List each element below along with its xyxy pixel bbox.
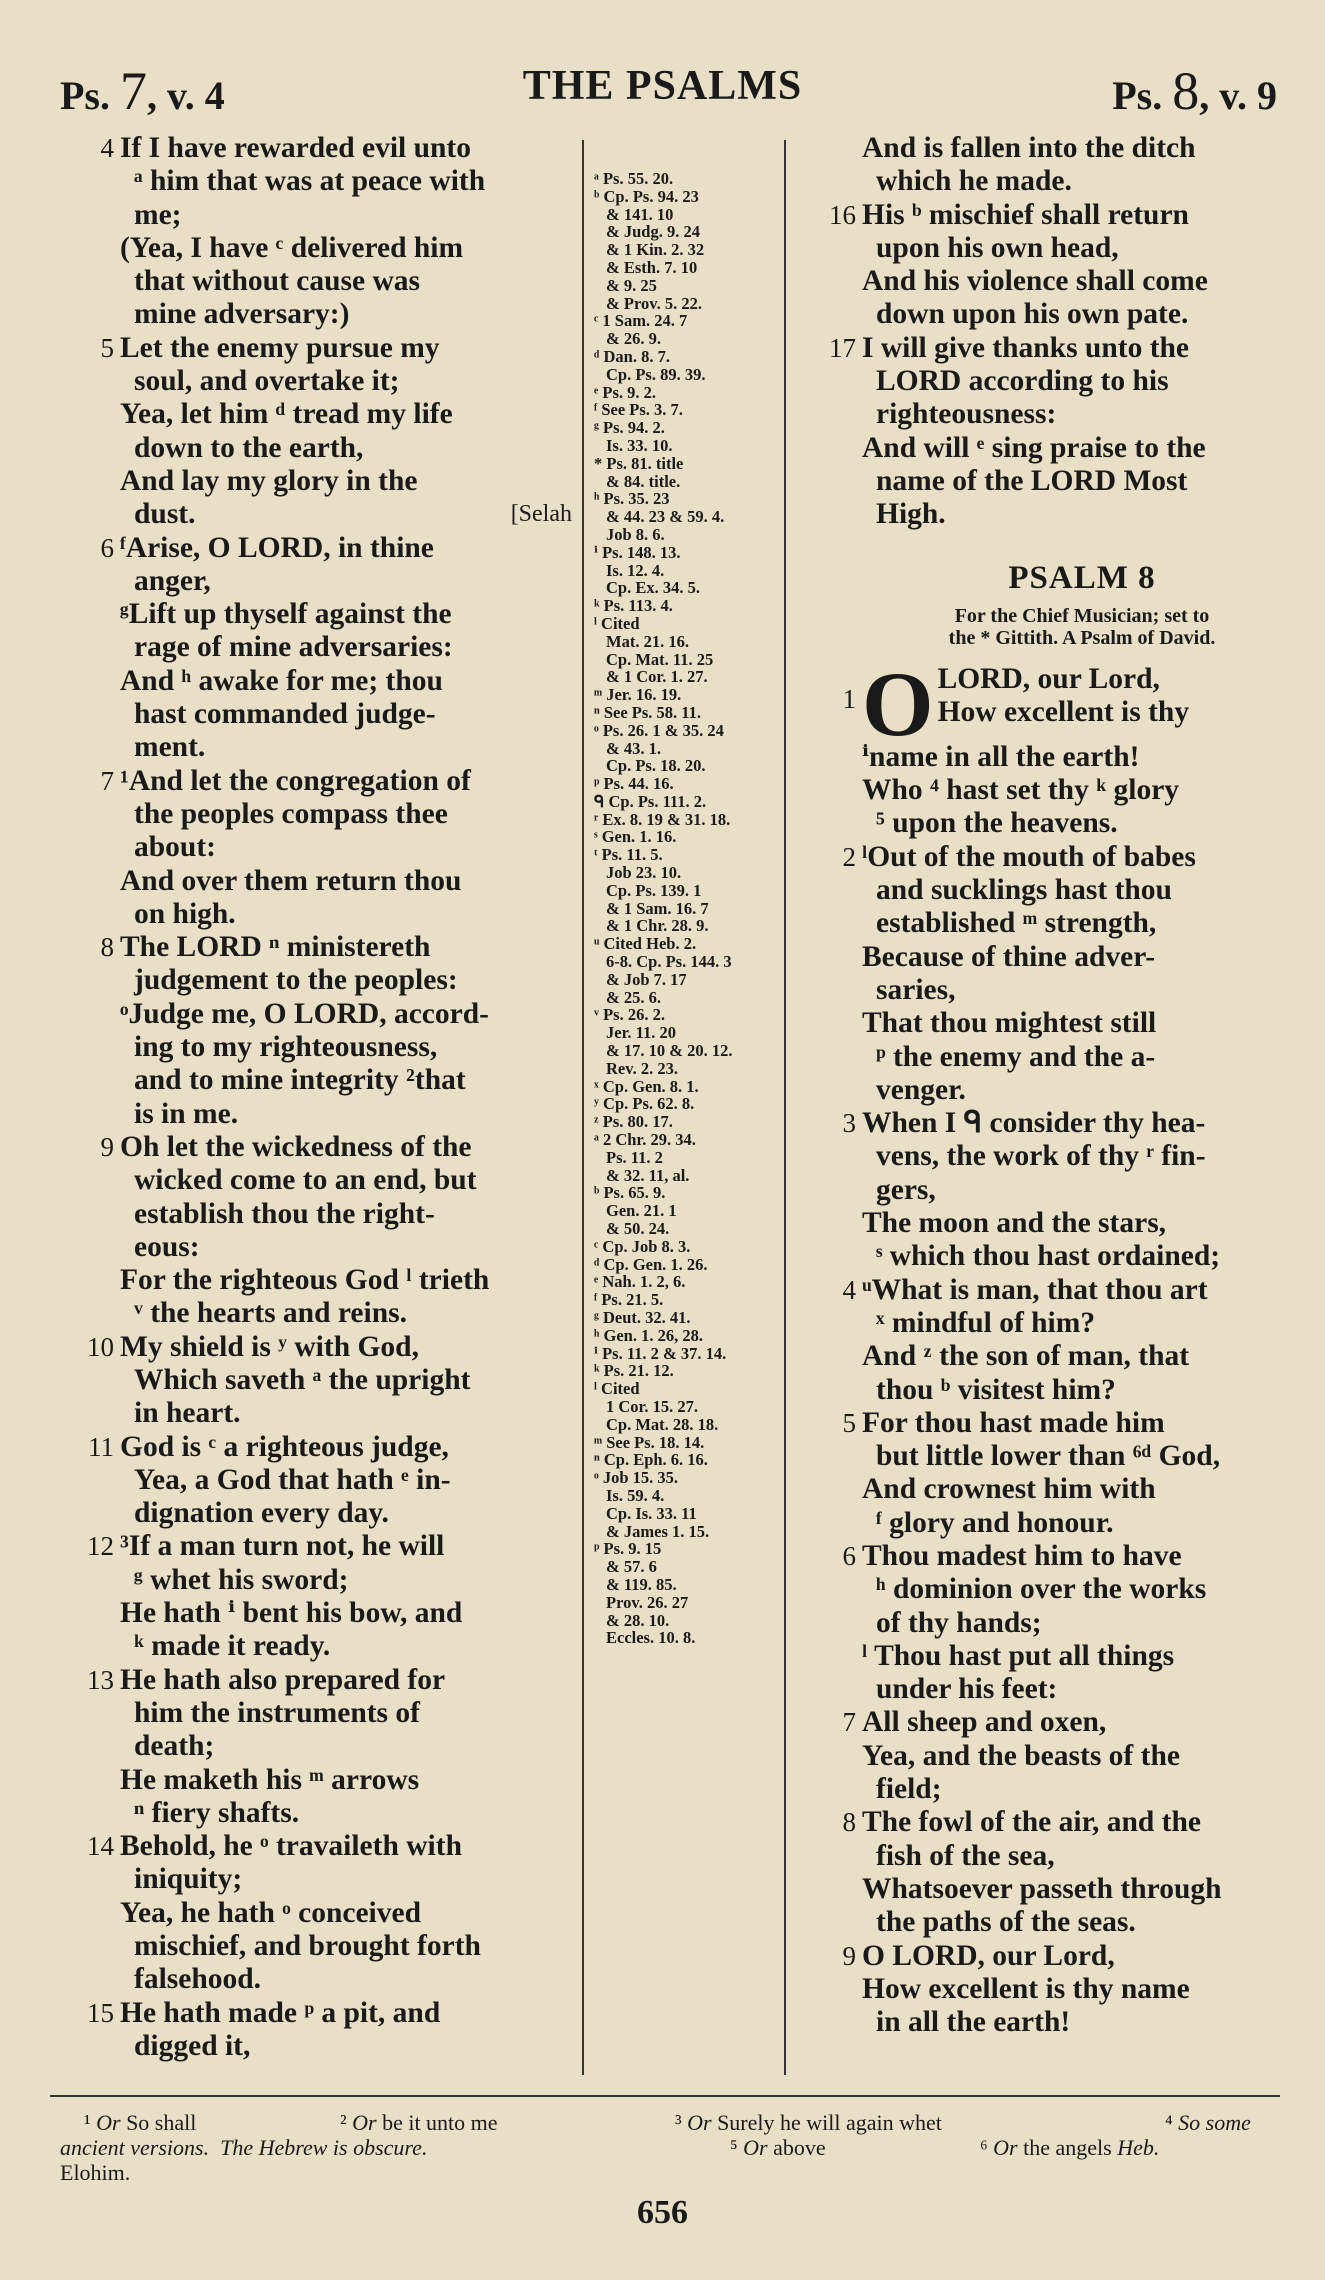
reference-line: ⁱ Ps. 148. 13.	[594, 542, 681, 562]
verse-block	[100, 331, 572, 399]
left-text-column	[87, 132, 572, 2063]
verse-line: mine adversary:)	[134, 298, 350, 331]
verse-line: judgement to the peoples:	[134, 964, 458, 997]
verse-line: He hath made ᵖ a pit, and	[120, 1996, 441, 2029]
reference-line: & 25. 6.	[606, 987, 661, 1007]
verse-line: ᵖ the enemy and the a-	[876, 1040, 1156, 1073]
verse-line: When I ᑫ consider thy hea-	[862, 1107, 1206, 1140]
verse-line: vens, the work of thy ʳ fin-	[876, 1140, 1206, 1173]
verse-block	[87, 1663, 572, 1764]
reference-line: & Esth. 7. 10	[606, 257, 698, 277]
footnote-5: ⁵ Or above	[730, 2135, 826, 2160]
reference-line: & 50. 24.	[606, 1219, 670, 1239]
verse-line: I will give thanks unto the	[862, 331, 1190, 364]
verse-line: O LORD, our Lord,	[862, 1939, 1115, 1972]
verse-line: And ᶻ the son of man, that	[862, 1340, 1190, 1373]
reference-line: ˢ Gen. 1. 16.	[594, 827, 677, 847]
verse-block	[120, 598, 572, 665]
verse-line: And over them return thou	[120, 864, 462, 897]
reference-line: ᵒ Ps. 26. 1 & 35. 24	[594, 720, 724, 740]
verse-line: Who ⁴ hast set thy ᵏ glory	[862, 774, 1180, 807]
footnote-2: ² Or be it unto me	[340, 2110, 498, 2135]
reference-line: * Ps. 81. title	[594, 453, 684, 473]
reference-line: ᶜ 1 Sam. 24. 7	[594, 311, 688, 331]
verse-line: The moon and the stars,	[862, 1207, 1167, 1240]
verse-line-with-selah	[120, 498, 572, 531]
verse-line: which he made.	[876, 165, 1072, 198]
verse-number: 9	[842, 1940, 856, 1971]
verse-block	[842, 1806, 1302, 1873]
verse-line: gers,	[876, 1173, 936, 1206]
verse-line: ʰ dominion over the works	[876, 1573, 1207, 1606]
reference-line: ᵈ Dan. 8. 7.	[594, 346, 670, 366]
reference-line: ˡ Cited	[594, 613, 640, 633]
verse-line: Oh let the wickedness of the	[120, 1130, 472, 1163]
reference-line: & Job 7. 17	[606, 969, 687, 989]
verse-block	[87, 1830, 572, 1897]
verse-line: righteousness:	[876, 398, 1057, 431]
reference-line: ⁿ See Ps. 58. 11.	[594, 702, 702, 722]
reference-line: ᶠ Ps. 21. 5.	[594, 1290, 664, 1310]
verse-line: And will ᵉ sing praise to the	[862, 431, 1206, 464]
verse-line: Yea, let him ᵈ tread my life	[120, 398, 453, 431]
reference-line: & Prov. 5. 22.	[606, 293, 702, 313]
book-title: THE PSALMS	[522, 63, 803, 109]
footnote-row-1	[60, 2110, 1280, 2135]
reference-line: Cp. Is. 33. 11	[606, 1503, 697, 1523]
verse-block	[120, 665, 572, 765]
verse-number: 4	[842, 1274, 856, 1305]
reference-line: Cp. Ps. 89. 39.	[606, 364, 706, 384]
reference-line: ʰ Ps. 35. 23	[594, 489, 670, 509]
verse-line: ¹And let the congregation of	[120, 764, 471, 797]
footnote-6: ⁶ Or the angels Heb.	[980, 2135, 1160, 2160]
verse-line: Thou madest him to have	[862, 1539, 1182, 1572]
reference-line: ᵖ Ps. 9. 15	[594, 1539, 662, 1559]
reference-line: Is. 12. 4.	[606, 560, 665, 580]
verse-line: ˡOut of the mouth of babes	[862, 840, 1196, 873]
verse-block	[842, 1539, 1302, 1640]
verse-line: under his feet:	[876, 1673, 1058, 1706]
reference-line: & 84. title.	[606, 471, 681, 491]
reference-line: Cp. Mat. 11. 25	[606, 649, 714, 669]
verse-line: Yea, he hath ᵒ conceived	[120, 1896, 421, 1929]
superscription-line-2: the * Gittith. A Psalm of David.	[948, 626, 1216, 649]
column-rule-left	[582, 140, 584, 2075]
head-right-suffix: , v. 9	[1199, 73, 1277, 118]
reference-line: ˡ Cited	[594, 1379, 640, 1399]
verse-block	[829, 331, 1302, 432]
cross-references	[594, 170, 784, 1647]
verse-number: 7	[842, 1707, 856, 1738]
verse-number: 7	[100, 765, 114, 796]
verse-line: (Yea, I have ᶜ delivered him	[120, 231, 464, 264]
verse-line: digged it,	[134, 2029, 251, 2062]
verse-number: 10	[87, 1331, 114, 1362]
verse-block	[120, 1764, 572, 1831]
verse-number: 9	[100, 1131, 114, 1162]
reference-line: & 1 Kin. 2. 32	[606, 240, 705, 260]
verse-line: High.	[876, 498, 946, 531]
reference-line: & 32. 11, al.	[606, 1165, 690, 1185]
footnote-3: ³ Or Surely he will again whet	[675, 2110, 942, 2135]
reference-line: ᵍ Ps. 94. 2.	[594, 418, 665, 438]
verse-block	[862, 432, 1302, 532]
footnote-4-cont: ancient versions. The Hebrew is obscure.	[60, 2135, 428, 2160]
reference-line: ᵇ Ps. 65. 9.	[594, 1183, 666, 1203]
reference-line: ᵏ Ps. 113. 4.	[594, 596, 673, 616]
reference-line: 6-8. Cp. Ps. 144. 3	[606, 952, 732, 972]
verse-line: death;	[134, 1730, 215, 1763]
verse-block	[842, 840, 1302, 941]
verse-line: mischief, and brought forth	[134, 1930, 481, 1963]
reference-line: ʸ Cp. Ps. 62. 8.	[594, 1094, 695, 1114]
head-left-prefix: Ps.	[60, 73, 110, 118]
reference-line: ᵒ Job 15. 35.	[594, 1468, 679, 1488]
verse-block	[862, 1973, 1302, 2040]
head-right-prefix: Ps.	[1112, 73, 1163, 118]
verse-line: If I have rewarded evil unto	[120, 132, 471, 164]
verse-line: ⁿ fiery shafts.	[134, 1796, 300, 1829]
verse-line: dignation every day.	[134, 1497, 389, 1530]
reference-line: & 1 Cor. 1. 27.	[606, 667, 708, 687]
reference-line: ʰ Gen. 1. 26, 28.	[594, 1325, 703, 1345]
verse-line: How excellent is thy	[937, 696, 1190, 729]
verse-block	[862, 1207, 1302, 1274]
verse-line: Which saveth ᵃ the upright	[134, 1363, 471, 1396]
verse-line: And his violence shall come	[862, 265, 1208, 298]
reference-line: & 44. 23 & 59. 4.	[606, 507, 725, 527]
verse-line: venger.	[876, 1073, 966, 1106]
verse-number: 12	[87, 1531, 114, 1562]
verse-block	[829, 198, 1302, 266]
verse-number: 2	[842, 841, 856, 872]
verse-line: ment.	[134, 731, 206, 764]
verse-block	[862, 1873, 1302, 1940]
verse-number: 4	[100, 133, 114, 163]
verse-line: ᵘWhat is man, that thou art	[862, 1273, 1208, 1306]
drop-cap: O	[862, 652, 934, 755]
verse-line: ᶠArise, O LORD, in thine	[120, 531, 434, 564]
verse-block	[862, 1340, 1302, 1407]
verse-block	[842, 1107, 1302, 1207]
reference-line: Is. 59. 4.	[606, 1485, 665, 1505]
verse-line: Behold, he ᵒ travaileth with	[120, 1830, 462, 1863]
reference-line: Prov. 26. 27	[606, 1592, 689, 1612]
verse-number: 5	[842, 1407, 856, 1438]
verse-line: him the instruments of	[134, 1696, 420, 1729]
verse-block	[862, 941, 1302, 1008]
verse-line: and sucklings hast thou	[876, 874, 1172, 907]
reference-line: ⁿ Cp. Eph. 6. 16.	[594, 1450, 708, 1470]
verse-line: ᵃ him that was at peace with	[134, 165, 486, 198]
verse-block	[87, 1996, 572, 2064]
verse-line: Whatsoever passeth through	[862, 1872, 1222, 1905]
reference-line: Mat. 21. 16.	[606, 631, 689, 651]
right-text-column	[829, 132, 1302, 2039]
verse-line: upon his own head,	[876, 231, 1119, 264]
reference-line: Eccles. 10. 8.	[606, 1628, 696, 1648]
verse-line: ing to my righteousness,	[134, 1031, 438, 1064]
verse-line: ⁱname in all the earth!	[862, 740, 1140, 773]
reference-line: ᵈ Cp. Gen. 1. 26.	[594, 1254, 708, 1274]
verse-block	[120, 465, 572, 532]
verse-block	[100, 931, 572, 998]
reference-line: ᑫ Cp. Ps. 111. 2.	[594, 791, 707, 811]
reference-line: Job 23. 10.	[606, 863, 682, 883]
verse-line: My shield is ʸ with God,	[120, 1330, 419, 1363]
verse-line: thou ᵇ visitest him?	[876, 1373, 1116, 1406]
footnotes	[60, 2110, 1280, 2185]
verse-line: ᵍ whet his sword;	[134, 1563, 349, 1596]
reference-line: & 9. 25	[606, 275, 657, 295]
footnote-row-2	[60, 2135, 1280, 2160]
reference-line: ʳ Ex. 8. 19 & 31. 18.	[594, 809, 731, 829]
verse-line: For the righteous God ˡ trieth	[120, 1264, 490, 1297]
verse-block	[862, 1640, 1302, 1707]
verse-line: ˡ Thou hast put all things	[862, 1639, 1175, 1672]
verse-line: He hath also prepared for	[120, 1663, 446, 1696]
verse-block	[120, 1264, 572, 1331]
verse-line: ᵒJudge me, O LORD, accord-	[120, 997, 489, 1030]
verse-line: fish of the sea,	[876, 1839, 1055, 1872]
verse-block	[100, 1130, 572, 1264]
reference-line: Rev. 2. 23.	[606, 1058, 678, 1078]
verse-line: ᵍLift up thyself against the	[120, 598, 452, 631]
verse-line: God is ᶜ a righteous judge,	[120, 1430, 449, 1463]
verse-line: about:	[134, 831, 216, 864]
reference-line: ᵃ Ps. 55. 20.	[594, 169, 674, 188]
reference-line: ᵛ Ps. 26. 2.	[594, 1005, 665, 1025]
verse-block	[100, 764, 572, 865]
reference-line: Cp. Ps. 139. 1	[606, 880, 702, 900]
verse-number: 1	[842, 683, 856, 714]
verse-number: 14	[87, 1831, 114, 1862]
reference-line: ᶜ Cp. Job 8. 3.	[594, 1236, 691, 1256]
reference-line: 1 Cor. 15. 27.	[606, 1396, 698, 1416]
verse-line: and to mine integrity ²that	[134, 1064, 466, 1097]
verse-line: And lay my glory in the	[120, 464, 418, 497]
verse-line: His ᵇ mischief shall return	[862, 198, 1189, 231]
verse-line: How excellent is thy name	[862, 1972, 1190, 2005]
verse-line: All sheep and oxen,	[862, 1706, 1107, 1739]
verse-block	[100, 531, 572, 599]
psalm-heading: PSALM 8	[1008, 559, 1156, 596]
reference-line: Cp. Ex. 34. 5.	[606, 578, 700, 598]
verse-line: that without cause was	[134, 265, 420, 298]
reference-line: ᵃ 2 Chr. 29. 34.	[594, 1130, 696, 1150]
reference-line: Cp. Mat. 28. 18.	[606, 1414, 719, 1434]
verse-block	[862, 265, 1302, 332]
verse-line: He maketh his ᵐ arrows	[120, 1763, 420, 1796]
verse-line: ˣ mindful of him?	[876, 1306, 1096, 1339]
reference-line: & 28. 10.	[606, 1610, 670, 1630]
reference-line: Gen. 21. 1	[606, 1201, 677, 1221]
reference-line: ᵐ Jer. 16. 19.	[594, 685, 682, 705]
verse-number: 3	[842, 1108, 856, 1139]
verse-line: He hath ⁱ bent his bow, and	[120, 1597, 463, 1630]
verse-line: dust.	[134, 498, 196, 531]
verse-line: me;	[134, 198, 182, 231]
verse-block	[842, 1939, 1302, 1973]
verse-number: 13	[87, 1664, 114, 1695]
verse-number: 17	[829, 332, 856, 363]
verse-block	[88, 1430, 572, 1531]
verse-line: ³If a man turn not, he will	[120, 1530, 445, 1563]
verse-block	[842, 1406, 1302, 1474]
verse-block	[87, 1530, 572, 1597]
verse-number: 11	[88, 1431, 114, 1462]
verse-block	[120, 998, 572, 1131]
verse-block	[120, 398, 572, 465]
verse-block	[100, 132, 572, 232]
verse-line: rage of mine adversaries:	[134, 631, 453, 664]
verse-line: down upon his own pate.	[876, 298, 1189, 331]
verse-line: eous:	[134, 1230, 200, 1263]
reference-line: ᶻ Ps. 80. 17.	[594, 1112, 673, 1132]
verse-block	[862, 1473, 1302, 1540]
verse-number: 8	[842, 1807, 856, 1838]
reference-line: & James 1. 15.	[606, 1521, 710, 1541]
verse-line: the paths of the seas.	[876, 1906, 1136, 1939]
reference-line: Job 8. 6.	[606, 524, 665, 544]
reference-line: & 17. 10 & 20. 12.	[606, 1041, 733, 1061]
reference-line: ᵐ See Ps. 18. 14.	[594, 1432, 705, 1452]
verse-line: in all the earth!	[876, 2006, 1071, 2039]
verse-line: Because of thine adver-	[862, 940, 1156, 973]
reference-line: Ps. 11. 2	[606, 1147, 663, 1167]
verse-line: Let the enemy pursue my	[120, 331, 440, 364]
psalm-superscription	[862, 605, 1302, 649]
reference-line: ᵍ Deut. 32. 41.	[594, 1308, 691, 1327]
reference-line: & 141. 10	[606, 204, 674, 224]
verse-line: Yea, a God that hath ᵉ in-	[134, 1463, 451, 1496]
verse-number: 6	[842, 1540, 856, 1571]
selah-mark: [Selah	[510, 501, 572, 528]
reference-line: ᵗ Ps. 11. 5.	[594, 845, 663, 865]
verse-block	[120, 1597, 572, 1664]
verse-line: in heart.	[134, 1397, 241, 1430]
verse-line: falsehood.	[134, 1963, 262, 1996]
verse-line: iniquity;	[134, 1863, 243, 1896]
reference-line: & 1 Sam. 16. 7	[606, 898, 709, 918]
verse-line: The fowl of the air, and the	[862, 1806, 1201, 1839]
footnote-row-3	[60, 2160, 1280, 2185]
running-head-right	[1112, 60, 1277, 122]
verse-block	[842, 1273, 1302, 1341]
column-rule-right	[784, 140, 786, 2075]
footnote-rule	[50, 2095, 1280, 2097]
verse-line: And ʰ awake for me; thou	[120, 664, 443, 697]
reference-line: Cp. Ps. 18. 20.	[606, 756, 706, 776]
reference-line: & 1 Chr. 28. 9.	[606, 916, 709, 936]
verse-line: The LORD ⁿ ministereth	[120, 931, 431, 964]
reference-line: & 26. 9.	[606, 329, 661, 349]
reference-line: Jer. 11. 20	[606, 1023, 676, 1043]
head-left-suffix: , v. 4	[147, 73, 225, 118]
reference-line: ᵖ Ps. 44. 16.	[594, 774, 674, 794]
verse-line: Yea, and the beasts of the	[862, 1739, 1180, 1772]
footnote-1: ¹ Or So shall	[84, 2110, 197, 2135]
verse-line: down to the earth,	[134, 431, 364, 464]
reference-line: & Judg. 9. 24	[606, 222, 700, 242]
reference-line: ᵇ Cp. Ps. 94. 23	[594, 186, 699, 206]
verse-line: of thy hands;	[876, 1606, 1042, 1639]
reference-line: Is. 33. 10.	[606, 435, 673, 455]
verse-line: ˢ which thou hast ordained;	[876, 1240, 1221, 1273]
verse-line: field;	[876, 1773, 942, 1806]
verse-line: establish thou the right-	[134, 1197, 435, 1230]
verse-number: 6	[100, 532, 114, 563]
verse-line: ᶠ glory and honour.	[876, 1506, 1114, 1539]
reference-line: ˣ Cp. Gen. 8. 1.	[594, 1076, 699, 1096]
verse-number: 15	[87, 1997, 114, 2028]
reference-line: & 43. 1.	[606, 738, 661, 758]
verse-line: on high.	[134, 897, 236, 930]
verse-8-1	[842, 652, 1302, 841]
verse-block	[87, 1330, 572, 1431]
verse-line: ᵛ the hearts and reins.	[134, 1297, 407, 1330]
verse-line: wicked come to an end, but	[134, 1164, 477, 1197]
superscription-line-1: For the Chief Musician; set to	[954, 604, 1210, 627]
head-right-chapter: 8	[1172, 61, 1200, 121]
verse-line: hast commanded judge-	[134, 698, 436, 731]
verse-line: LORD, our Lord,	[937, 662, 1160, 695]
verse-block	[120, 865, 572, 932]
verse-line: ᵏ made it ready.	[134, 1630, 331, 1663]
verse-line: name of the LORD Most	[876, 464, 1188, 497]
verse-block	[120, 1897, 572, 1997]
footnote-4: ⁴ So some	[1165, 2110, 1251, 2135]
verse-line: And crownest him with	[862, 1473, 1156, 1506]
verse-line: saries,	[876, 973, 956, 1006]
reference-line: ᵉ Ps. 9. 2.	[594, 382, 657, 402]
verse-line: the peoples compass thee	[134, 797, 448, 830]
verse-line: soul, and overtake it;	[134, 365, 400, 398]
reference-line: ⁱ Ps. 11. 2 & 37. 14.	[594, 1343, 727, 1363]
verse-number: 16	[829, 199, 856, 230]
page-number: 656	[637, 2194, 688, 2231]
verse-line: And is fallen into the ditch	[862, 132, 1196, 164]
reference-line: ᵉ Nah. 1. 2, 6.	[594, 1272, 686, 1292]
verse-block	[120, 232, 572, 332]
verse-line: For thou hast made him	[862, 1406, 1165, 1439]
footnote-6-cont: Elohim.	[60, 2160, 131, 2185]
verse-line: but little lower than ⁶ᵈ God,	[876, 1440, 1221, 1473]
verse-block	[862, 1007, 1302, 1107]
verse-block	[862, 1740, 1302, 1807]
verse-block	[842, 1706, 1302, 1739]
verse-line: LORD according to his	[876, 365, 1169, 398]
reference-line: & 57. 6	[606, 1557, 657, 1577]
verse-number: 8	[100, 932, 114, 963]
head-left-chapter: 7	[120, 61, 147, 121]
verse-line: ⁵ upon the heavens.	[876, 807, 1118, 840]
verse-line: anger,	[134, 564, 211, 597]
verse-line: established ᵐ strength,	[876, 907, 1157, 940]
verse-number: 5	[100, 332, 114, 363]
reference-line: ᶠ See Ps. 3. 7.	[594, 400, 683, 420]
reference-line: & 119. 85.	[606, 1574, 677, 1594]
verse-line: That thou mightest still	[862, 1007, 1157, 1040]
reference-line: ᵘ Cited Heb. 2.	[594, 934, 697, 954]
reference-line: ᵏ Ps. 21. 12.	[594, 1361, 674, 1381]
verse-block	[862, 132, 1302, 199]
verse-line: is in me.	[134, 1097, 239, 1130]
